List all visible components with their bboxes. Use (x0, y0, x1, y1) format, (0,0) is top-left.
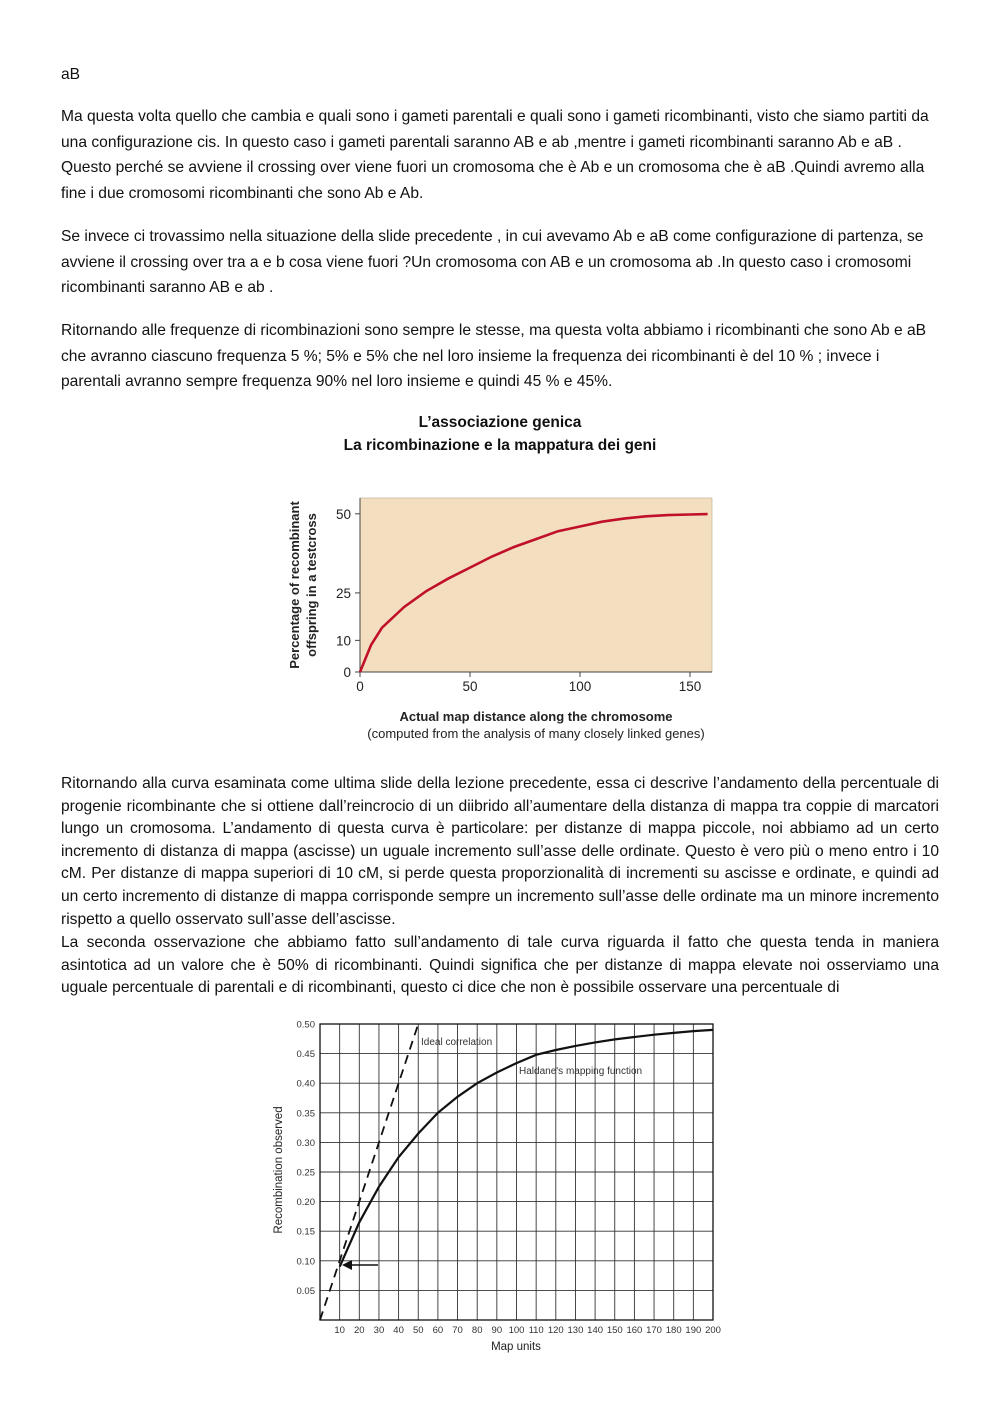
y-tick-label: 0.40 (296, 1078, 315, 1090)
x-tick-label: 100 (508, 1325, 525, 1336)
x-tick-label: 10 (334, 1325, 345, 1336)
y-tick-label: 0.45 (296, 1049, 315, 1061)
y-tick-label: 25 (335, 585, 351, 601)
figure-title-line1: L’associazione genica (418, 414, 582, 431)
y-tick-label: 0.20 (296, 1197, 315, 1209)
y-tick-label: 0 (343, 665, 351, 680)
x-tick-label: 120 (547, 1325, 564, 1336)
y-tick-label: 0.35 (296, 1108, 315, 1120)
y-axis-label-line1: Percentage of recombinant (287, 501, 302, 669)
x-tick-label: 50 (462, 679, 478, 694)
paragraph-gametes-cis: Ma questa volta quello che cambia e quali sono i gameti parentali e quali sono i gameti ricombinanti, visto che siamo partiti da una configurazione cis. In questo caso i gameti parentali saranno AB e ab ,mentre i gameti ricombinanti saranno Ab e aB . Questo perché se avviene il crossing over viene fuori un cromosoma che è Ab e un cromosoma che è aB .Quindi avremo alla fine i due cromosomi ricombinanti che sono Ab e Ab. (61, 108, 929, 202)
x-axis-label: Map units (491, 1341, 541, 1353)
x-tick-label: 20 (354, 1325, 365, 1336)
x-tick-label: 100 (568, 679, 592, 694)
y-tick-label: 50 (335, 506, 351, 522)
x-tick-label: 190 (685, 1325, 702, 1336)
x-tick-label: 50 (412, 1325, 424, 1336)
paragraph-gametes-trans: Se invece ci trovassimo nella situazione della slide precedente , in cui avevamo Ab e aB come configurazione di partenza, se avviene il crossing over tra a e b cosa viene fuori ?Un cromosoma con AB e un cromosoma ab .In questo caso i cromosomi ricombinanti saranno AB e ab . (61, 228, 924, 296)
x-tick-label: 90 (491, 1325, 503, 1336)
y-axis-label: Recombination observed (273, 1106, 285, 1234)
y-tick-label: 10 (335, 633, 351, 649)
x-axis-sublabel: (computed from the analysis of many closely linked genes) (367, 726, 705, 741)
x-tick-label: 160 (626, 1325, 643, 1336)
x-tick-label: 30 (373, 1325, 385, 1336)
arrow-annotation (342, 1260, 378, 1270)
x-tick-label: 130 (567, 1325, 584, 1336)
y-tick-label: 0.10 (296, 1256, 315, 1268)
x-tick-label: 200 (705, 1325, 721, 1336)
x-tick-label: 180 (665, 1325, 682, 1336)
y-tick-label: 0.15 (296, 1226, 315, 1238)
recombination-curve-chart (280, 480, 740, 750)
haldane-mapping-chart (268, 1010, 738, 1360)
paragraph-asymptote: La seconda osservazione che abbiamo fatto sull’andamento di tale curva riguarda il fatto che questa tenda in maniera asintotica ad un valore che è 50% di ricombinanti. Quindi significa che per distanze di mappa elevate noi osserviamo una uguale percentuale di parentali e di ricombinanti, questo ci dice che non è possibile osservare una percentuale di (61, 934, 939, 997)
ideal-correlation-annotation: Ideal correlation (421, 1037, 493, 1048)
x-axis-label: Actual map distance along the chromosome (399, 709, 673, 724)
paragraph-frequencies: Ritornando alle frequenze di ricombinazioni sono sempre le stesse, ma questa volta abbiamo i ricombinanti che sono Ab e aB che avranno ciascuno frequenza 5 %; 5% e 5% che nel loro insieme la frequenza dei ricombinanti è del 10 % ; invece i parentali avranno sempre frequenza 90% nel loro insieme e quindi 45 % e 45%. (61, 322, 927, 390)
paragraph-curve-description: Ritornando alla curva esaminata come ultima slide della lezione precedente, essa ci descrive l’andamento della percentuale di progenie ricombinante che si ottiene dall’reincrocio di un diibrido all’aumentare della distanza di mappa tra coppie di marcatori lungo un cromosoma. L’andamento di questa curva è particolare: per distanze di mappa piccole, noi abbiamo ad un certo incremento di distanza di mappa (ascisse) un uguale incremento sull’asse delle ordinate. Questo è vero più o meno entro i 10 cM. Per distanze di mappa superiori di 10 cM, si perde questa proporzionalità di incrementi su ascisse e ordinate, e quindi ad un certo incremento di distanze di mappa corrisponde sempre un incremento sull’asse delle ordinate ma un minore incremento rispetto a quello osservato sull’asse dell’ascisse. (61, 775, 939, 928)
x-tick-label: 170 (646, 1325, 662, 1336)
x-tick-label: 0 (356, 679, 364, 694)
y-axis-label-line2: offspring in a testcross (304, 513, 319, 657)
figure-title-line2: La ricombinazione e la mappatura dei geni (343, 437, 657, 454)
x-tick-label: 40 (393, 1325, 404, 1336)
y-tick-label: 0.05 (296, 1285, 315, 1297)
plot-area (360, 498, 712, 672)
y-tick-label: 0.30 (296, 1137, 315, 1149)
x-tick-label: 150 (678, 679, 702, 694)
x-tick-label: 80 (471, 1325, 483, 1336)
x-tick-label: 110 (528, 1325, 544, 1336)
y-tick-label: 0.25 (296, 1167, 315, 1179)
haldane-annotation: Haldane's mapping function (519, 1066, 643, 1077)
x-tick-label: 140 (587, 1325, 604, 1336)
x-tick-label: 60 (432, 1325, 444, 1336)
x-tick-label: 150 (606, 1325, 623, 1336)
paragraph-fragment: aB (61, 66, 81, 83)
x-tick-label: 70 (452, 1325, 463, 1336)
y-tick-label: 0.50 (296, 1019, 315, 1031)
